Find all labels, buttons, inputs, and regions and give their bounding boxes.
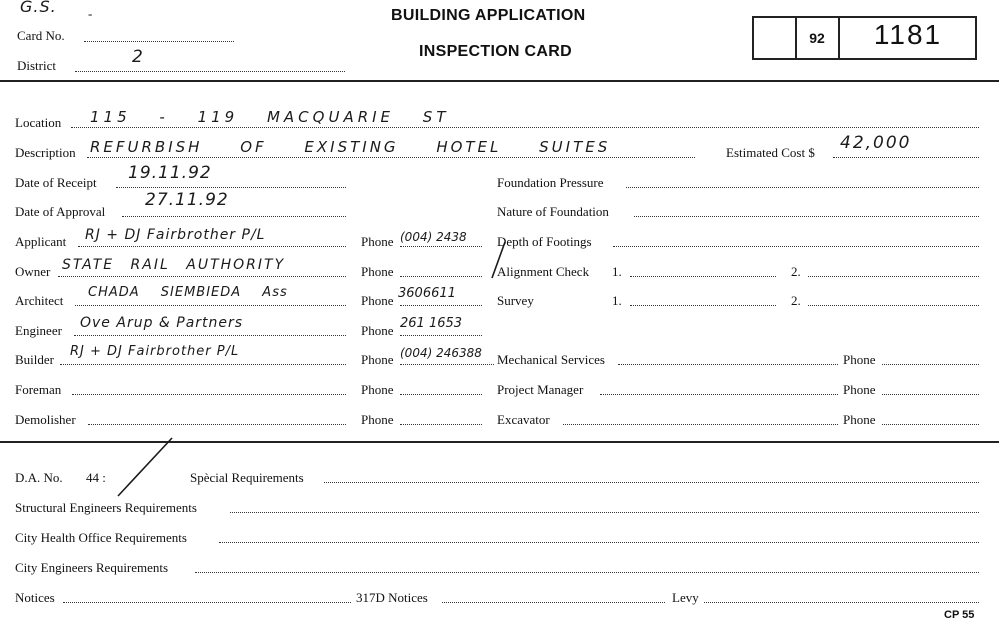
architect-phone-field[interactable] bbox=[400, 305, 482, 306]
alignment-check-label: Alignment Check bbox=[497, 264, 590, 279]
date-receipt-value: 19.11.92 bbox=[128, 163, 212, 183]
engineer-phone-label: Phone bbox=[361, 323, 394, 338]
builder-phone-field[interactable] bbox=[400, 364, 494, 365]
engineer-label: Engineer bbox=[15, 323, 62, 338]
builder-phone-value: (004) 246388 bbox=[400, 346, 482, 360]
description-label: Description bbox=[15, 145, 76, 160]
notices-field[interactable] bbox=[63, 602, 351, 603]
architect-phone-value: 3606611 bbox=[398, 286, 456, 301]
mechanical-services-label: Mechanical Services bbox=[497, 352, 605, 367]
applicant-phone-value: (004) 2438 bbox=[400, 230, 467, 244]
date-approval-field[interactable] bbox=[122, 216, 346, 217]
alignment-num-1: 1. bbox=[612, 264, 622, 279]
survey-num-1: 1. bbox=[612, 293, 622, 308]
architect-value: CHADA SIEMBIEDA Ass bbox=[88, 285, 288, 300]
title-line-2: INSPECTION CARD bbox=[419, 43, 572, 60]
description-field[interactable] bbox=[87, 157, 695, 158]
excavator-phone-label: Phone bbox=[843, 412, 876, 427]
survey-num-2: 2. bbox=[791, 293, 801, 308]
da-no-value: 44 : bbox=[86, 470, 106, 485]
demolisher-field[interactable] bbox=[88, 424, 346, 425]
foreman-phone-label: Phone bbox=[361, 382, 394, 397]
alignment-check-mark-icon bbox=[488, 240, 508, 282]
health-requirements-label: City Health Office Requirements bbox=[15, 530, 187, 545]
excavator-label: Excavator bbox=[497, 412, 550, 427]
engineer-value: Ove Arup & Partners bbox=[80, 315, 244, 331]
project-manager-phone-field[interactable] bbox=[882, 394, 979, 395]
estimated-cost-value: 42,000 bbox=[840, 133, 912, 153]
notices-label: Notices bbox=[15, 590, 55, 605]
builder-value: RJ + DJ Fairbrother P/L bbox=[70, 344, 240, 359]
da-no-label: D.A. No. bbox=[15, 470, 63, 485]
survey-field-1[interactable] bbox=[630, 305, 776, 306]
project-manager-label: Project Manager bbox=[497, 382, 584, 397]
form-code: CP 55 bbox=[944, 609, 975, 621]
description-value: REFURBISH OF EXISTING HOTEL SUITES bbox=[90, 138, 611, 156]
notices-317d-field[interactable] bbox=[442, 602, 665, 603]
header-dash: - bbox=[88, 6, 93, 21]
foreman-field[interactable] bbox=[72, 394, 346, 395]
demolisher-phone-field[interactable] bbox=[400, 424, 482, 425]
card-no-field[interactable] bbox=[84, 41, 234, 42]
foundation-pressure-field[interactable] bbox=[626, 187, 979, 188]
architect-phone-label: Phone bbox=[361, 293, 394, 308]
owner-phone-label: Phone bbox=[361, 264, 394, 279]
mechanical-services-field[interactable] bbox=[618, 364, 838, 365]
builder-label: Builder bbox=[15, 352, 54, 367]
card-no-label: Card No. bbox=[17, 28, 65, 43]
owner-label: Owner bbox=[15, 264, 51, 279]
demolisher-phone-label: Phone bbox=[361, 412, 394, 427]
foreman-label: Foreman bbox=[15, 382, 62, 397]
nature-foundation-field[interactable] bbox=[634, 216, 979, 217]
nature-foundation-label: Nature of Foundation bbox=[497, 204, 609, 219]
engineer-phone-value: 261 1653 bbox=[400, 316, 463, 331]
alignment-check-field-2[interactable] bbox=[808, 276, 979, 277]
structural-requirements-label: Structural Engineers Requirements bbox=[15, 500, 197, 515]
engineer-phone-field[interactable] bbox=[400, 335, 482, 336]
applicant-value: RJ + DJ Fairbrother P/L bbox=[85, 227, 266, 243]
owner-value: STATE RAIL AUTHORITY bbox=[62, 257, 286, 273]
da-stroke-mark-icon bbox=[112, 434, 178, 500]
excavator-field[interactable] bbox=[563, 424, 838, 425]
applicant-phone-label: Phone bbox=[361, 234, 394, 249]
levy-field[interactable] bbox=[704, 602, 979, 603]
owner-phone-field[interactable] bbox=[400, 276, 482, 277]
architect-field[interactable] bbox=[75, 305, 346, 306]
date-receipt-label: Date of Receipt bbox=[15, 175, 97, 190]
city-engineers-label: City Engineers Requirements bbox=[15, 560, 169, 575]
notices-317d-label: 317D Notices bbox=[356, 590, 428, 605]
foreman-phone-field[interactable] bbox=[400, 394, 482, 395]
card-number: 1181 bbox=[873, 19, 943, 50]
survey-label: Survey bbox=[497, 293, 534, 308]
builder-phone-label: Phone bbox=[361, 352, 394, 367]
excavator-phone-field[interactable] bbox=[882, 424, 979, 425]
alignment-num-2: 2. bbox=[791, 264, 801, 279]
structural-requirements-field[interactable] bbox=[230, 512, 979, 513]
location-value: 115 - 119 MACQUARIE ST bbox=[90, 108, 450, 126]
header-rule bbox=[0, 80, 999, 82]
city-engineers-field[interactable] bbox=[195, 572, 979, 573]
district-field[interactable] bbox=[75, 71, 345, 72]
depth-footings-label: Depth of Footings bbox=[497, 234, 592, 249]
depth-footings-field[interactable] bbox=[613, 246, 979, 247]
estimated-cost-field[interactable] bbox=[833, 157, 979, 158]
applicant-label: Applicant bbox=[15, 234, 67, 249]
engineer-field[interactable] bbox=[74, 335, 346, 336]
district-label: District bbox=[17, 58, 56, 73]
district-value: 2 bbox=[132, 47, 144, 67]
card-year: 92 bbox=[809, 30, 825, 46]
title-line-1: BUILDING APPLICATION bbox=[391, 7, 586, 24]
architect-label: Architect bbox=[15, 293, 64, 308]
special-requirements-label: Spècial Requirements bbox=[190, 470, 304, 485]
builder-field[interactable] bbox=[60, 364, 346, 365]
project-manager-phone-label: Phone bbox=[843, 382, 876, 397]
demolisher-label: Demolisher bbox=[15, 412, 76, 427]
date-approval-value: 27.11.92 bbox=[145, 190, 229, 210]
mechanical-phone-field[interactable] bbox=[882, 364, 979, 365]
applicant-field[interactable] bbox=[78, 246, 346, 247]
estimated-cost-label: Estimated Cost $ bbox=[726, 145, 815, 160]
health-requirements-field[interactable] bbox=[219, 542, 979, 543]
owner-field[interactable] bbox=[58, 276, 346, 277]
special-requirements-field[interactable] bbox=[324, 482, 979, 483]
mechanical-phone-label: Phone bbox=[843, 352, 876, 367]
date-receipt-field[interactable] bbox=[116, 187, 346, 188]
handwritten-initials: G.S. bbox=[20, 0, 57, 16]
applicant-phone-field[interactable] bbox=[400, 246, 482, 247]
date-approval-label: Date of Approval bbox=[15, 204, 106, 219]
survey-field-2[interactable] bbox=[808, 305, 979, 306]
alignment-check-field-1[interactable] bbox=[630, 276, 776, 277]
location-label: Location bbox=[15, 115, 62, 130]
project-manager-field[interactable] bbox=[600, 394, 838, 395]
levy-label: Levy bbox=[672, 590, 699, 605]
location-field[interactable] bbox=[71, 127, 979, 128]
foundation-pressure-label: Foundation Pressure bbox=[497, 175, 604, 190]
